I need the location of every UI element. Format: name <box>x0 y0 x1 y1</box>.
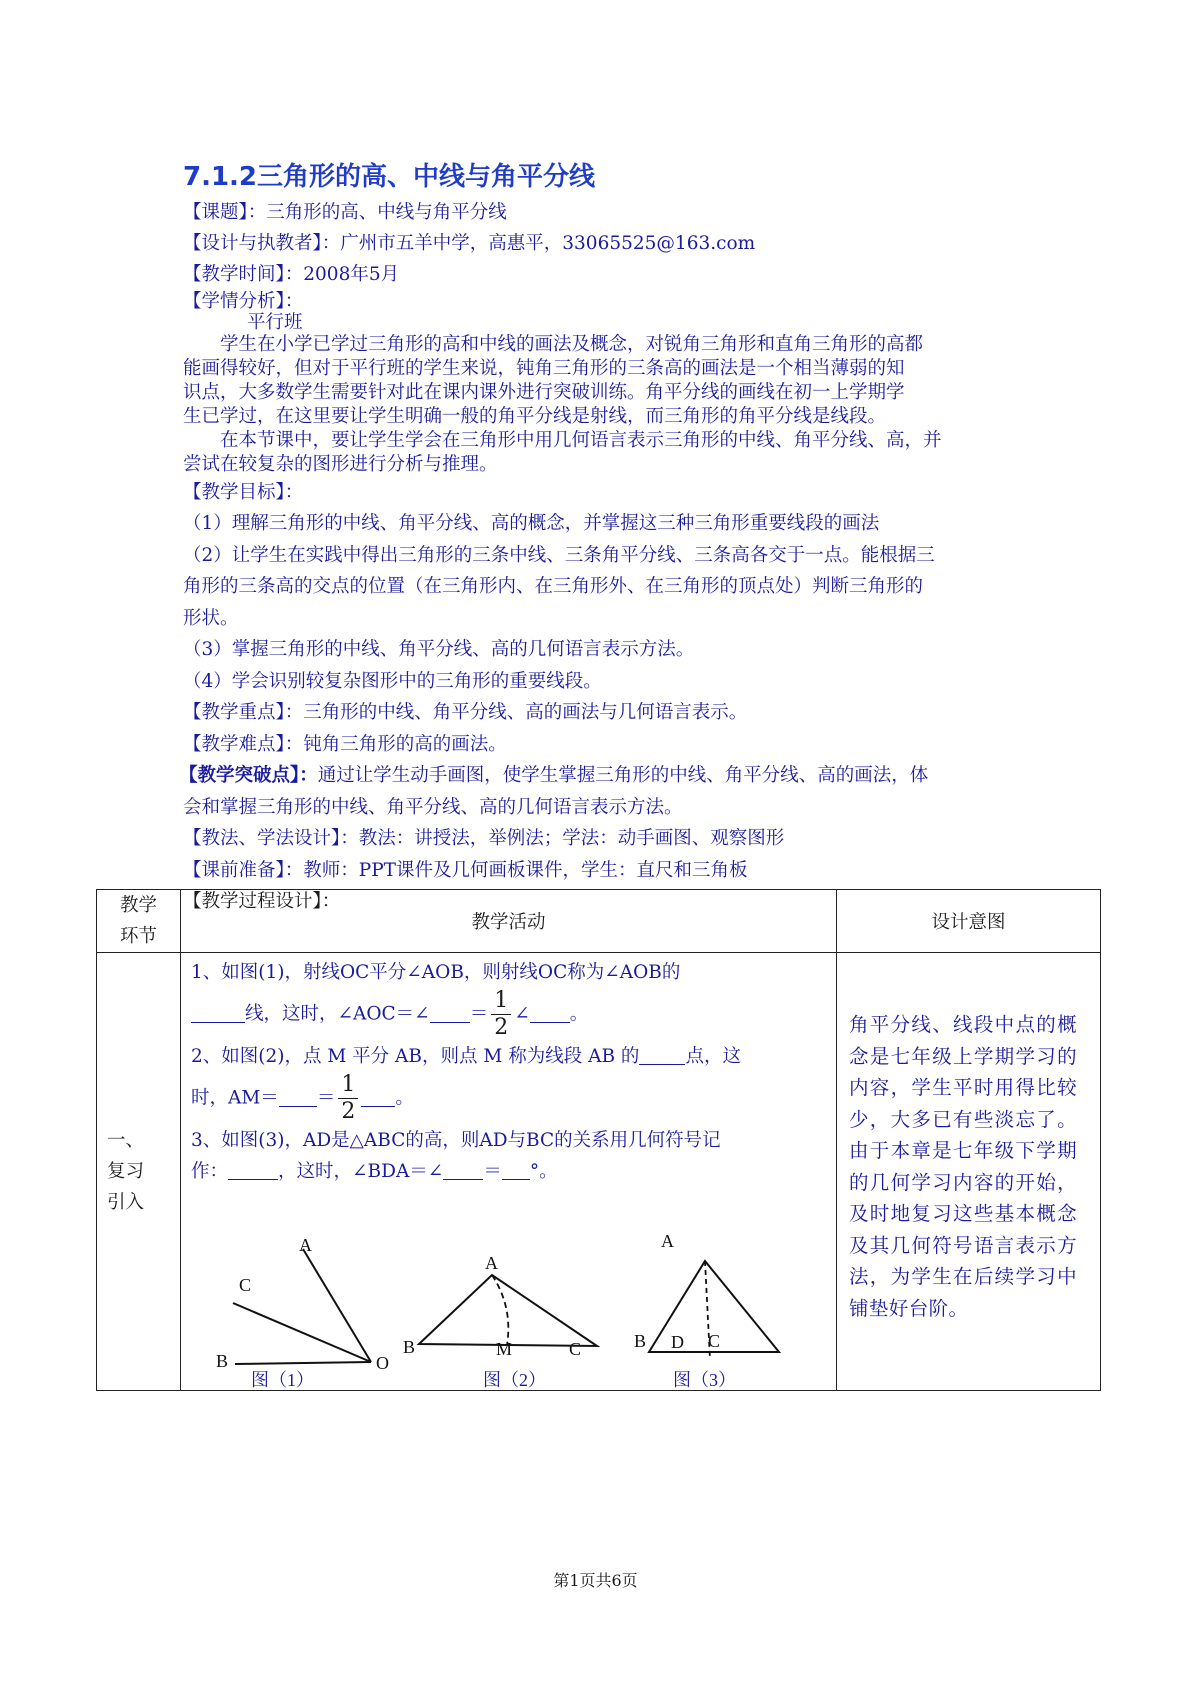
q3-text: °。 <box>529 1161 558 1182</box>
analysis-p1-line: 识点，大多数学生需要针对此在课内课外进行突破训练。角平分线的画线在初一上学期学 <box>183 382 905 403</box>
analysis-p1-line: 学生在小学已学过三角形的高和中线的画法及概念，对锐角三角形和直角三角形的高都 <box>220 334 924 355</box>
designer-line <box>183 228 1023 259</box>
fraction-half <box>491 988 511 1041</box>
breakthrough-label: 【教学突破点】： <box>179 765 318 786</box>
question-3-line-2 <box>191 1156 823 1187</box>
q1-text: 线，这时，∠AOC＝∠ <box>245 1003 430 1025</box>
question-2-line-2 <box>191 1072 823 1125</box>
section-name-line: 引入 <box>107 1192 145 1213</box>
q2-text: 2、如图(2)，点 M 平分 AB，则点 M 称为线段 AB 的 <box>191 1046 640 1067</box>
q3-text: 作： <box>191 1161 229 1182</box>
intent-cell <box>837 953 1101 1391</box>
analysis-paragraph-2 <box>183 429 1023 477</box>
figure-3-triangle <box>634 1231 779 1359</box>
objectives-list <box>183 508 1023 697</box>
fig1-label-o: O <box>376 1353 389 1373</box>
q1-text: 。 <box>569 1003 589 1025</box>
figure-caption: 图（1） <box>251 1370 314 1389</box>
q3-text: ＝ <box>483 1161 502 1182</box>
header-section-line: 环节 <box>119 926 157 947</box>
course-line <box>183 197 1023 228</box>
geometry-figures <box>181 1229 831 1389</box>
objective-line: （3）掌握三角形的中线、角平分线、高的几何语言表示方法。 <box>183 639 695 660</box>
fig2-label-a: A <box>485 1253 498 1273</box>
key-point-value: 三角形的中线、角平分线、高的画法与几何语言表示。 <box>303 702 748 723</box>
ray-oc <box>233 1303 371 1362</box>
objectives-label: 【教学目标】： <box>183 482 304 503</box>
answer-blank[interactable] <box>502 1161 530 1181</box>
difficulty-value: 钝角三角形的高的画法。 <box>303 733 507 755</box>
fraction-half <box>338 1072 358 1125</box>
fig2-label-c: C <box>569 1339 582 1359</box>
header-section-line: 教学 <box>119 895 157 916</box>
answer-blank[interactable] <box>228 1161 278 1181</box>
ray-oa <box>303 1249 371 1362</box>
course-label: 【课题】： <box>183 202 267 223</box>
difficulty-line <box>183 729 1023 761</box>
fraction-numerator: 1 <box>338 1072 358 1099</box>
analysis-label: 【学情分析】： <box>183 291 304 312</box>
answer-blank[interactable] <box>279 1087 317 1107</box>
answer-blank[interactable] <box>191 1003 245 1023</box>
question-1-line-1: 1、如图(1)，射线OC平分∠AOB，则射线OC称为∠AOB的 <box>191 962 681 983</box>
analysis-p2-line: 在本节课中，要让学生学会在三角形中用几何语言表示三角形的中线、角平分线、高，并 <box>220 430 942 451</box>
process-label: 【教学过程设计】： <box>183 891 341 912</box>
answer-blank[interactable] <box>530 1003 570 1023</box>
course-value: 三角形的高、中线与角平分线 <box>266 202 507 223</box>
fraction-denominator: 2 <box>494 1015 509 1040</box>
method-value: 教法：讲授法，举例法；学法：动手画图、观察图形 <box>358 828 785 849</box>
key-point-label: 【教学重点】： <box>183 702 304 723</box>
q1-text: ∠ <box>514 1003 530 1025</box>
q1-text: ＝ <box>469 1003 489 1025</box>
fig2-label-m: M <box>496 1339 513 1359</box>
question-1-line-2 <box>191 988 823 1041</box>
q2-text: 。 <box>395 1087 414 1109</box>
fig2-label-b: B <box>403 1337 416 1357</box>
header-intent: 设计意图 <box>837 890 1101 953</box>
table-row <box>97 953 1101 1391</box>
analysis-p2-line: 尝试在较复杂的图形进行分析与推理。 <box>183 454 498 475</box>
figure-1-angle <box>216 1235 389 1373</box>
time-line <box>183 259 1023 290</box>
header-activity: 教学活动 <box>181 890 837 953</box>
fig3-label-a: A <box>661 1231 674 1251</box>
objective-line: 角形的三条高的交点的位置（在三角形内、在三角形外、在三角形的顶点处）判断三角形的 <box>183 576 924 597</box>
key-point-line <box>183 697 1023 729</box>
designer-label: 【设计与执教者】： <box>183 233 341 254</box>
fig3-label-b: B <box>634 1331 647 1351</box>
answer-blank[interactable] <box>443 1161 483 1181</box>
section-name-line: 一、 <box>107 1130 145 1151</box>
question-2-line-1 <box>191 1041 823 1072</box>
breakthrough-line: 会和掌握三角形的中线、角平分线、高的几何语言表示方法。 <box>183 796 683 818</box>
document-title: 7.1.2三角形的高、中线与角平分线 <box>183 162 596 192</box>
design-intent-text: 角平分线、线段中点的概念是七年级上学期学习的内容，学生平时用得比较少，大多已有些淡忘了。由于本章是七年级下学期的几何学习内容的开始，及时地复习这些基本概念及其几何符号语言表示方法，为学生在后续学习中铺垫好台阶。 <box>849 1013 1077 1320</box>
figure-caption: 图（2） <box>483 1370 546 1389</box>
figures-svg <box>181 1229 831 1389</box>
preparation-value: 教师：PPT课件及几何画板课件，学生：直尺和三角板 <box>303 859 748 881</box>
method-label: 【教法、学法设计】： <box>183 828 359 849</box>
analysis-p1-line: 生已学过，在这里要让学生明确一般的角平分线是射线，而三角形的角平分线是线段。 <box>183 406 887 427</box>
figure-2-triangle <box>403 1253 597 1359</box>
time-label: 【教学时间】： <box>183 264 304 285</box>
ray-ob <box>235 1362 371 1364</box>
q2-text: 时，AM＝ <box>191 1087 279 1109</box>
difficulty-label: 【教学难点】： <box>183 733 304 755</box>
table-header-row <box>97 890 1101 953</box>
activity-cell <box>181 953 837 1391</box>
analysis-paragraph-1 <box>183 333 1023 429</box>
fig1-label-a: A <box>299 1235 312 1255</box>
fig3-label-d: D <box>671 1332 684 1352</box>
fraction-numerator: 1 <box>491 988 511 1015</box>
q3-text: ，这时，∠BDA＝∠ <box>278 1161 444 1182</box>
page-footer: 第1页共6页 <box>553 1571 638 1590</box>
figure-caption: 图（3） <box>673 1370 736 1389</box>
section-cell <box>97 953 181 1391</box>
objective-line: （2）让学生在实践中得出三角形的三条中线、三条角平分线、三条高各交于一点。能根据三 <box>183 544 935 566</box>
designer-value: 广州市五羊中学，高惠平，33065525@163.com <box>340 233 756 254</box>
preparation-label: 【课前准备】： <box>183 859 304 881</box>
analysis-p1-line: 能画得较好，但对于平行班的学生来说，钝角三角形的三条高的画法是一个相当薄弱的知 <box>183 358 905 379</box>
question-3-line-1: 3、如图(3)，AD是△ABC的高，则AD与BC的关系用几何符号记 <box>191 1130 721 1151</box>
analysis-class-name: 平行班 <box>247 312 303 333</box>
teaching-process-table <box>96 889 1101 1391</box>
section-name-line: 复习 <box>107 1161 145 1182</box>
review-questions <box>191 957 823 1187</box>
fig1-label-b: B <box>216 1351 229 1371</box>
breakthrough-block <box>179 760 1023 823</box>
fig1-label-c: C <box>239 1275 252 1295</box>
objective-line: 形状。 <box>183 607 239 629</box>
objective-line: （1）理解三角形的中线、角平分线、高的概念，并掌握这三种三角形重要线段的画法 <box>183 513 880 534</box>
q2-text: ＝ <box>316 1087 336 1109</box>
answer-blank[interactable] <box>361 1087 395 1107</box>
header-section <box>97 890 181 953</box>
answer-blank[interactable] <box>639 1046 685 1066</box>
method-line <box>183 823 1023 855</box>
time-value: 2008年5月 <box>303 264 400 285</box>
fraction-denominator: 2 <box>341 1099 356 1124</box>
answer-blank[interactable] <box>430 1003 470 1023</box>
fig3-label-c: C <box>708 1331 721 1351</box>
breakthrough-value: 通过让学生动手画图，使学生掌握三角形的中线、角平分线、高的画法，体 <box>317 765 929 786</box>
lesson-plan-header <box>179 156 1023 918</box>
preparation-line <box>183 855 1023 887</box>
objective-line: （4）学会识别较复杂图形中的三角形的重要线段。 <box>183 670 602 692</box>
breakthrough-line <box>179 760 1023 792</box>
q2-text: 点，这 <box>685 1046 741 1067</box>
